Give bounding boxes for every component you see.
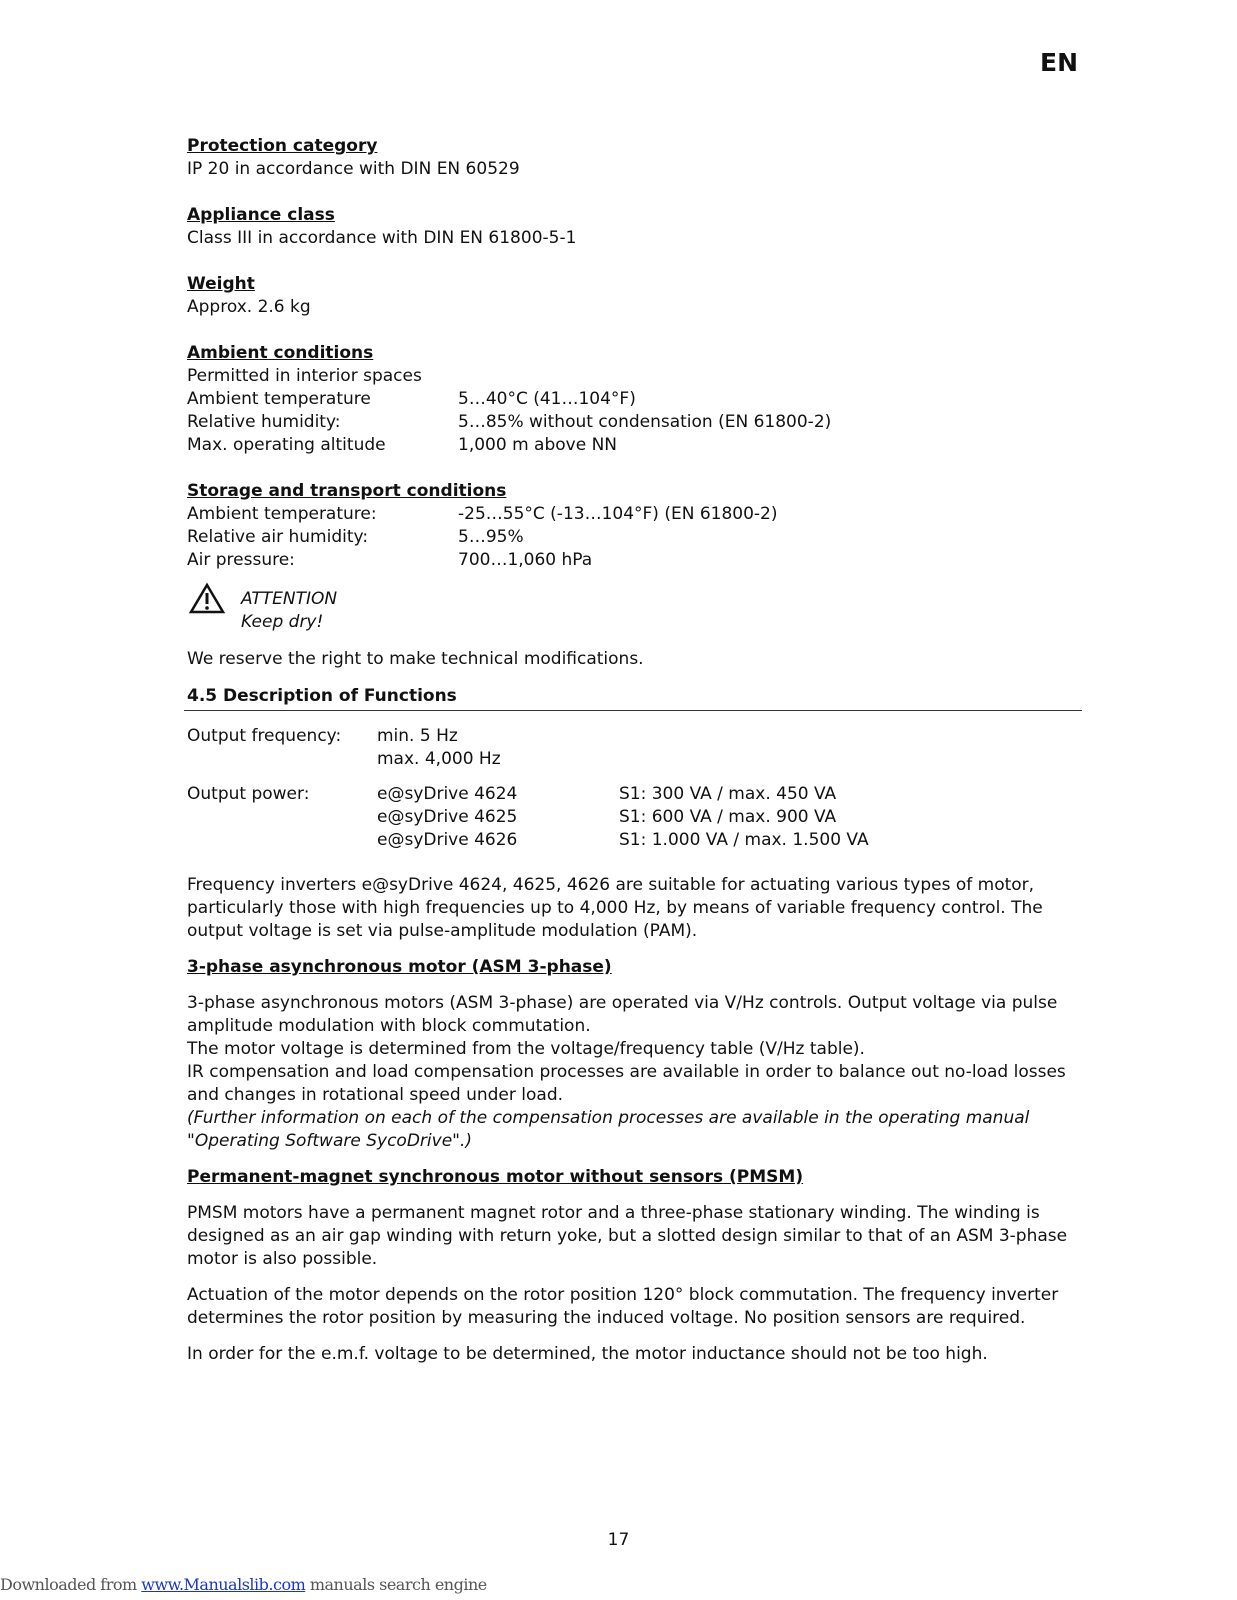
power-model: e@syDrive 4625	[377, 807, 518, 827]
output-frequency-label: Output frequency:	[187, 726, 342, 746]
power-item	[377, 783, 869, 806]
ambient-value: 1,000 m above NN	[458, 435, 618, 455]
protection-text: IP 20 in accordance with DIN EN 60529	[187, 159, 520, 179]
storage-section	[187, 480, 1082, 572]
ambient-label: Relative humidity:	[187, 412, 341, 432]
storage-heading: Storage and transport conditions	[187, 481, 507, 501]
pmsm-paragraph: Actuation of the motor depends on the rotor position 120° block commutation. The frequency inverter determines the rotor position by measuring the induced voltage. No position sensors are required.	[187, 1285, 1059, 1328]
ambient-value: 5…85% without condensation (EN 61800-2)	[458, 412, 832, 432]
power-value: S1: 600 VA / max. 900 VA	[619, 807, 837, 827]
weight-heading: Weight	[187, 274, 255, 294]
protection-section	[187, 135, 1082, 181]
footer-suffix: manuals search engine	[305, 1575, 487, 1594]
asm-body	[187, 992, 1082, 1153]
power-value: S1: 1.000 VA / max. 1.500 VA	[619, 830, 869, 850]
manualslib-link[interactable]: www.Manualslib.com	[141, 1575, 306, 1594]
download-footer	[0, 1575, 487, 1594]
weight-text: Approx. 2.6 kg	[187, 297, 311, 317]
storage-label: Relative air humidity:	[187, 527, 369, 547]
asm-heading: 3-phase asynchronous motor (ASM 3-phase)	[187, 957, 612, 977]
storage-row	[187, 503, 1082, 526]
storage-value: -25…55°C (-13…104°F) (EN 61800-2)	[458, 504, 778, 524]
ambient-line: Permitted in interior spaces	[187, 366, 422, 386]
power-model: e@syDrive 4626	[377, 830, 518, 850]
appliance-heading: Appliance class	[187, 205, 335, 225]
pmsm-paragraph: In order for the e.m.f. voltage to be determined, the motor inductance should not be too high.	[187, 1344, 988, 1364]
language-label: EN	[1040, 48, 1079, 77]
output-power-label: Output power:	[187, 784, 310, 804]
storage-row	[187, 549, 1082, 572]
ambient-section	[187, 342, 1082, 457]
power-item	[377, 806, 869, 829]
reserve-text: We reserve the right to make technical modifications.	[187, 649, 644, 669]
storage-row	[187, 526, 1082, 549]
footer-prefix: Downloaded from	[0, 1575, 142, 1594]
page-number: 17	[607, 1530, 630, 1550]
pmsm-paragraph: PMSM motors have a permanent magnet rotor and a three-phase stationary winding. The winding is designed as an air gap winding with return yoke, but a slotted design similar to that of an ASM 3-phase motor is also possible.	[187, 1203, 1068, 1269]
ambient-label: Ambient temperature	[187, 389, 371, 409]
output-power-row	[187, 783, 1082, 852]
storage-label: Air pressure:	[187, 550, 295, 570]
storage-value: 5…95%	[458, 527, 524, 547]
protection-heading: Protection category	[187, 136, 378, 156]
output-frequency-min: min. 5 Hz	[377, 726, 458, 746]
power-model: e@syDrive 4624	[377, 784, 518, 804]
power-value: S1: 300 VA / max. 450 VA	[619, 784, 837, 804]
asm-paragraph: The motor voltage is determined from the voltage/frequency table (V/Hz table).	[187, 1039, 865, 1059]
warning-icon	[187, 582, 241, 622]
storage-label: Ambient temperature:	[187, 504, 377, 524]
ambient-value: 5…40°C (41…104°F)	[458, 389, 636, 409]
ambient-heading: Ambient conditions	[187, 343, 374, 363]
page-content	[187, 135, 1082, 1379]
power-item	[377, 829, 869, 852]
pmsm-heading: Permanent-magnet synchronous motor without sensors (PMSM)	[187, 1167, 804, 1187]
asm-paragraph: IR compensation and load compensation processes are available in order to balance out no-load losses and changes in rotational speed under load.	[187, 1062, 1066, 1105]
ambient-row	[187, 411, 1082, 434]
ambient-row	[187, 434, 1082, 457]
output-frequency-max: max. 4,000 Hz	[377, 749, 501, 769]
storage-value: 700…1,060 hPa	[458, 550, 593, 570]
asm-note: (Further information on each of the compensation processes are available in the operating manual "Operating Software SycoDrive".)	[187, 1108, 1030, 1151]
attention-title: ATTENTION	[241, 589, 338, 609]
asm-paragraph: 3-phase asynchronous motors (ASM 3-phase) are operated via V/Hz controls. Output voltage via pulse amplitude modulation with block commutation.	[187, 993, 1058, 1036]
output-frequency-row	[187, 725, 1082, 771]
appliance-section	[187, 204, 1082, 250]
appliance-text: Class III in accordance with DIN EN 61800-5-1	[187, 228, 577, 248]
ambient-row	[187, 388, 1082, 411]
weight-section	[187, 273, 1082, 319]
ambient-label: Max. operating altitude	[187, 435, 386, 455]
section-title-functions: 4.5 Description of Functions	[184, 685, 1082, 711]
functions-intro: Frequency inverters e@syDrive 4624, 4625, 4626 are suitable for actuating various types of motor, particularly those with high frequencies up to 4,000 Hz, by means of variable frequency control. The output voltage is set via pulse-amplitude modulation (PAM).	[187, 875, 1043, 941]
attention-note	[187, 582, 1082, 634]
attention-text: Keep dry!	[241, 612, 324, 632]
